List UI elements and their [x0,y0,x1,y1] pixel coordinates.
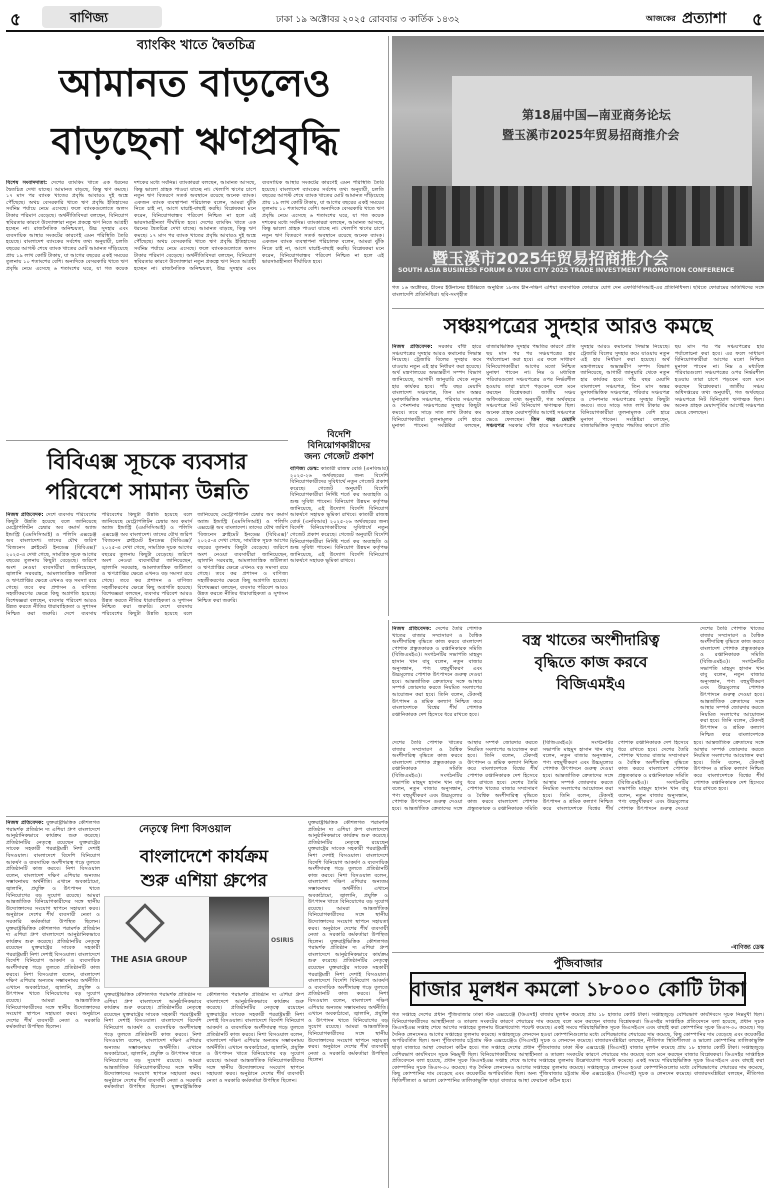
page-number-left: ৫ [10,10,22,30]
asia-text: যুক্তরাষ্ট্রভিত্তিক কৌশলগত পরামর্শক প্রতিষ্ঠান দ্য এশিয়া গ্রুপ বাংলাদেশে আনুষ্ঠানিকভাবে কার্যক্রম শুরু করেছে। প্রতিষ্ঠানটির নেতৃত্বে রয়েছেন যুক্তরাষ্ট্রের সাবেক সহকারী পররাষ্ট্রমন্ত্রী নিশা দেশাই বিসওয়াল। বাংলাদেশে বিদেশি বিনিয়োগ আকর্ষণ ও ব্যবসায়িক অংশীদারত্ব গড়ে তুলতে প্রতিষ্ঠানটি কাজ করবে। নিশা বিসওয়াল বলেন, বাংলাদেশ দক্ষিণ এশিয়ার অন্যতম সম্ভাবনাময় অর্থনীতি। এখানে অবকাঠামো, জ্বালানি, প্রযুক্তি ও উৎপাদন খাতে বিনিয়োগের বড় সুযোগ রয়েছে। আমরা আন্তর্জাতিক বিনিয়োগকারীদের সঙ্গে স্থানীয় উদ্যোক্তাদের সংযোগ স্থাপনে সহায়তা করব। অনুষ্ঠানে দেশের শীর্ষ ব্যবসায়ী নেতা ও সরকারি কর্মকর্তারা উপস্থিত ছিলেন। [6,820,100,925]
puji-body [392,1012,764,1188]
bastra-body-left [392,626,482,736]
sanchay-body [392,344,764,620]
asia-text-mid-cont: যুক্তরাষ্ট্রভিত্তিক কৌশলগত পরামর্শক প্রতিষ্ঠান দ্য এশিয়া গ্রুপ বাংলাদেশে আনুষ্ঠানিকভাবে কার্যক্রম শুরু করেছে। প্রতিষ্ঠানটির নেতৃত্বে রয়েছেন যুক্তরাষ্ট্রের সাবেক সহকারী পররাষ্ট্রমন্ত্রী নিশা দেশাই বিসওয়াল। বাংলাদেশে বিদেশি বিনিয়োগ আকর্ষণ ও ব্যবসায়িক অংশীদারত্ব গড়ে তুলতে প্রতিষ্ঠানটি কাজ করবে। নিশা বিসওয়াল বলেন, বাংলাদেশ দক্ষিণ এশিয়ার অন্যতম সম্ভাবনাময় অর্থনীতি। এখানে অবকাঠামো, জ্বালানি, প্রযুক্তি ও উৎপাদন খাতে বিনিয়োগের বড় সুযোগ রয়েছে। আমরা আন্তর্জাতিক বিনিয়োগকারীদের সঙ্গে স্থানীয় উদ্যোক্তাদের সংযোগ স্থাপনে সহায়তা করব। অনুষ্ঠানে দেশের শীর্ষ ব্যবসায়ী নেতা ও সরকারি কর্মকর্তারা উপস্থিত ছিলেন। [171,992,304,1091]
lead-kicker: ব্যাংকিং খাতে দ্বৈতচিত্র [136,38,256,53]
bbx-byline: নিজস্ব প্রতিবেদক: [6,512,44,518]
asia-logo-text: THE ASIA GROUP [111,955,188,964]
bbx-text: দেশে ব্যবসায় পরিবেশের কিছুটা উন্নতি হয়েছে বলে জানিয়েছে মেট্রোপলিটন চেম্বার অব কমার্স অ্যান্ড ইন্ডাস্ট্রি (এমসিসিআই) ও পলিসি এক্সচেঞ্জ অব বাংলাদেশ। তাদের যৌথ জরিপ 'বিজনেস ক্লাইমেট ইনডেক্স (বিবিএক্স)' ২০২৫-এ দেখা গেছে, সামগ্রিক সূচক আগের বছরের তুলনায় কিছুটা বেড়েছে। জরিপে অংশ নেওয়া ব্যবসায়ীরা জানিয়েছেন, জ্বালানি সরবরাহ, আমলাতান্ত্রিক জটিলতা ও ঋণপ্রাপ্তির ক্ষেত্রে এখনও বড় সমস্যা রয়ে গেছে। তবে কর প্রশাসন ও বাণিজ্য সহজীকরণের ক্ষেত্রে কিছু অগ্রগতি হয়েছে। বিশেষজ্ঞরা বলছেন, ব্যবসার পরিবেশ আরও উন্নত করতে নীতির ধারাবাহিকতা ও সুশাসন নিশ্চিত করা জরুরি। [6,512,97,617]
osiris-logo-text: OSIRIS [271,937,294,944]
asia-headline-1: বাংলাদেশে কার্যক্রম [139,847,269,867]
videshi-headline-1: বিদেশি [327,430,351,440]
bastra-text-main-cont-2: দেশের তৈরি পোশাক খাতের বাজার সম্প্রসারণ ও বৈশ্বিক অংশীদারিত্ব বৃদ্ধিতে কাজ করবে বাংলাদেশ পোশাক প্রস্তুতকারক ও রপ্তানিকারক সমিতি (বিজিএমইএ)। সংগঠনটির সভাপতি মাহমুদ হাসান খান বাবু বলেন, নতুন বাজার অনুসন্ধান, পণ্য বহুমুখীকরণ এবং উচ্চমূল্যের পোশাক উৎপাদনে গুরুত্ব দেওয়া হবে। আন্তর্জাতিক ক্রেতাদের সঙ্গে আস্থার সম্পর্ক জোরদার করতে নিয়মিত সংলাপের আয়োজন করা হবে। তিনি বলেন, টেকসই উৎপাদন ও শ্রমিক কল্যাণ নিশ্চিত করে বাংলাদেশকে বিশ্বের শীর্ষ পোশাক রপ্তানিকারক দেশ হিসেবে ধরে রাখতে হবে। [618,740,764,812]
section-title: বাণিজ্য [70,11,108,26]
paper-prefix: আজকের [646,14,676,23]
bastra-headline-1: বস্ত্র খাতের অংশীদারিত্ব [522,631,660,649]
bbx-headline-2: পরিবেশে সামান্য উন্নতি [45,479,249,505]
lead-headline-2: বাড়ছেনা ঋণপ্রবৃদ্ধি [51,118,339,163]
paper-name: প্রত্যাশা [682,9,727,27]
lead-headline-1: আমানত বাড়লেও [59,60,331,105]
bastra-body-main [392,740,764,940]
asia-text-cont: যুক্তরাষ্ট্রভিত্তিক কৌশলগত পরামর্শক প্রতিষ্ঠান দ্য এশিয়া গ্রুপ বাংলাদেশে আনুষ্ঠানিকভাবে কার্যক্রম শুরু করেছে। প্রতিষ্ঠানটির নেতৃত্বে রয়েছেন যুক্তরাষ্ট্রের সাবেক সহকারী পররাষ্ট্রমন্ত্রী নিশা দেশাই বিসওয়াল। বাংলাদেশে বিদেশি বিনিয়োগ আকর্ষণ ও ব্যবসায়িক অংশীদারত্ব গড়ে তুলতে প্রতিষ্ঠানটি কাজ করবে। নিশা বিসওয়াল বলেন, বাংলাদেশ দক্ষিণ এশিয়ার অন্যতম সম্ভাবনাময় অর্থনীতি। এখানে অবকাঠামো, জ্বালানি, প্রযুক্তি ও উৎপাদন খাতে বিনিয়োগের বড় সুযোগ রয়েছে। আমরা আন্তর্জাতিক বিনিয়োগকারীদের সঙ্গে স্থানীয় উদ্যোক্তাদের সংযোগ স্থাপনে সহায়তা করব। অনুষ্ঠানে দেশের শীর্ষ ব্যবসায়ী নেতা ও সরকারি কর্মকর্তারা উপস্থিত ছিলেন। [6,925,100,1031]
masthead [6,4,764,32]
asia-body-right [308,820,388,1188]
videshi-text-cont: কাতারী রাজস্ব বোর্ড (এনবিআর) ২০২৫-২৬ অর্থবছরের জন্য বিদেশি বিনিয়োগকারীদের সুবিধার্থে নতুন গেজেট প্রকাশ করেছে। গেজেট অনুযায়ী বিদেশি বিনিয়োগকারীরা নির্দিষ্ট শর্তে কর অব্যাহতি ও শুল্ক সুবিধা পাবেন। বিনিয়োগ উন্নয়ন কর্তৃপক্ষ জানিয়েছে, এই উদ্যোগ বিদেশি বিনিয়োগ আকর্ষণে সহায়ক ভূমিকা রাখবে। [290,512,388,565]
puji-headline: বাজার মূলধন কমলো ১৮০০০ কোটি টাকা [410,977,746,1001]
asia-photo [104,896,304,988]
asia-kicker: নেতৃত্বে নিশা বিসওয়াল [139,824,231,835]
bastra-text-main-cont: দেশের তৈরি পোশাক খাতের বাজার সম্প্রসারণ ও বৈশ্বিক অংশীদারিত্ব বৃদ্ধিতে কাজ করবে বাংলাদেশ পোশাক প্রস্তুতকারক ও রপ্তানিকারক সমিতি (বিজিএমইএ)। সংগঠনটির সভাপতি মাহমুদ হাসান খান বাবু বলেন, নতুন বাজার অনুসন্ধান, পণ্য বহুমুখীকরণ এবং উচ্চমূল্যের পোশাক উৎপাদনে গুরুত্ব দেওয়া হবে। আন্তর্জাতিক ক্রেতাদের সঙ্গে আস্থার সম্পর্ক জোরদার করতে নিয়মিত সংলাপের আয়োজন করা হবে। তিনি বলেন, টেকসই উৎপাদন ও শ্রমিক কল্যাণ নিশ্চিত করে বাংলাদেশকে বিশ্বের শীর্ষ পোশাক রপ্তানিকারক দেশ হিসেবে ধরে রাখতে হবে। [467,740,689,812]
rule-below-caption [392,308,764,309]
lead-byline: বিশেষ সংবাদদাতা: [6,180,48,186]
lead-text-cont: দেশের ব্যাংকিং খাতে এক ধরনের দ্বৈতচিত্র দেখা যাচ্ছে। আমানত বাড়ছে, কিন্তু ঋণ কমছে। ১৭ মাস পর ব্যাংক খাতের প্রবৃদ্ধি আবারও দুই অঙ্কে পৌঁছেছে। অথচ বেসরকারি খাতে ঋণ প্রবৃদ্ধি ইতিহাসের সর্বনিম্ন পর্যায়ে নেমে এসেছে। ফলে ব্যাংকগুলোতে অলস টাকার পরিমাণ বেড়েছে। অর্থনীতিবিদরা বলছেন, বিনিয়োগ স্থবিরতার কারণে উদ্যোক্তারা নতুন প্রকল্পে ঋণ নিতে আগ্রহী হচ্ছেন না। রাজনৈতিক অনিশ্চয়তা, উচ্চ সুদহার এবং ব্যবসায়িক আস্থার সংকটের কারণেই এমন পরিস্থিতি তৈরি হয়েছে। বাংলাদেশ ব্যাংকের সর্বশেষ তথ্য অনুযায়ী, চলতি বছরের আগস্ট শেষে ব্যাংক খাতের মোট আমানত দাঁড়িয়েছে প্রায় ১৯ লাখ কোটি টাকায়, যা আগের বছরের একই সময়ের তুলনায় ১০ শতাংশের বেশি। অন্যদিকে বেসরকারি খাতে ঋণ প্রবৃদ্ধি নেমে এসেছে ৬ শতাংশের ঘরে, যা গত কয়েক দশকের মধ্যে সর্বনিম্ন। ব্যাংকাররা বলছেন, আমানত আসছে, কিন্তু ভালো গ্রাহক পাওয়া যাচ্ছে না। খেলাপি ঋণের চাপে নতুন ঋণ বিতরণে সতর্ক অবস্থানে রয়েছে অনেক ব্যাংক। একজন ব্যাংক ব্যবস্থাপনা পরিচালক বলেন, আমরা ঝুঁকি নিতে চাই না, আগে যাচাই-বাছাই করছি। বিশ্লেষকরা মনে করেন, বিনিয়োগবান্ধব পরিবেশ নিশ্চিত না হলে এই ভারসাম্যহীনতা দীর্ঘায়িত হবে। [134,180,384,272]
asia-body-middle [104,992,304,1188]
videshi-box [290,430,388,616]
sanchay-sidebar-head: তিন বছর মেয়াদি সঞ্চয়পত্র [486,416,576,430]
photo-caption: গত ১৬ অক্টোবর, চীনের ইউনানের ইউক্সিতে অনুষ্ঠিত ১৮তম চীন-দক্ষিণ এশিয়া ব্যবসায়িক ফোরামে যোগ দেন এফবিসিসিআই-এর প্রতিনিধিদল। ছবিতে ফোরামের অতিথিদের সঙ্গে বাংলাদেশি প্রতিনিধিরা। ছবি-সংগৃহীত [392,285,764,298]
puji-kicker: পুঁজিবাজার [553,957,603,970]
asia-text-right: যুক্তরাষ্ট্রভিত্তিক কৌশলগত পরামর্শক প্রতিষ্ঠান দ্য এশিয়া গ্রুপ বাংলাদেশে আনুষ্ঠানিকভাবে কার্যক্রম শুরু করেছে। প্রতিষ্ঠানটির নেতৃত্বে রয়েছেন যুক্তরাষ্ট্রের সাবেক সহকারী পররাষ্ট্রমন্ত্রী নিশা দেশাই বিসওয়াল। বাংলাদেশে বিদেশি বিনিয়োগ আকর্ষণ ও ব্যবসায়িক অংশীদারত্ব গড়ে তুলতে প্রতিষ্ঠানটি কাজ করবে। নিশা বিসওয়াল বলেন, বাংলাদেশ দক্ষিণ এশিয়ার অন্যতম সম্ভাবনাময় অর্থনীতি। এখানে অবকাঠামো, জ্বালানি, প্রযুক্তি ও উৎপাদন খাতে বিনিয়োগের বড় সুযোগ রয়েছে। আমরা আন্তর্জাতিক বিনিয়োগকারীদের সঙ্গে স্থানীয় উদ্যোক্তাদের সংযোগ স্থাপনে সহায়তা করব। অনুষ্ঠানে দেশের শীর্ষ ব্যবসায়ী নেতা ও সরকারি কর্মকর্তারা উপস্থিত ছিলেন। [308,820,388,945]
column-rule [388,36,389,616]
videshi-headline-3: জন্য গেজেট প্রকাশ [304,452,374,462]
bastra-byline: নিজস্ব প্রতিবেদক: [392,626,432,632]
bbx-body [6,512,288,812]
bastra-text-right: দেশের তৈরি পোশাক খাতের বাজার সম্প্রসারণ ও বৈশ্বিক অংশীদারিত্ব বৃদ্ধিতে কাজ করবে বাংলাদেশ পোশাক প্রস্তুতকারক ও রপ্তানিকারক সমিতি (বিজিএমইএ)। সংগঠনটির সভাপতি মাহমুদ হাসান খান বাবু বলেন, নতুন বাজার অনুসন্ধান, পণ্য বহুমুখীকরণ এবং উচ্চমূল্যের পোশাক উৎপাদনে গুরুত্ব দেওয়া হবে। আন্তর্জাতিক ক্রেতাদের সঙ্গে আস্থার সম্পর্ক জোরদার করতে নিয়মিত সংলাপের আয়োজন করা হবে। তিনি বলেন, টেকসই উৎপাদন ও শ্রমিক কল্যাণ নিশ্চিত করে বাংলাদেশকে [700,626,764,736]
asia-text-mid: যুক্তরাষ্ট্রভিত্তিক কৌশলগত পরামর্শক প্রতিষ্ঠান দ্য এশিয়া গ্রুপ বাংলাদেশে আনুষ্ঠানিকভাবে কার্যক্রম শুরু করেছে। প্রতিষ্ঠানটির নেতৃত্বে রয়েছেন যুক্তরাষ্ট্রের সাবেক সহকারী পররাষ্ট্রমন্ত্রী নিশা দেশাই বিসওয়াল। বাংলাদেশে বিদেশি বিনিয়োগ আকর্ষণ ও ব্যবসায়িক অংশীদারত্ব গড়ে তুলতে প্রতিষ্ঠানটি কাজ করবে। নিশা বিসওয়াল বলেন, বাংলাদেশ দক্ষিণ এশিয়ার অন্যতম সম্ভাবনাময় অর্থনীতি। এখানে অবকাঠামো, জ্বালানি, প্রযুক্তি ও উৎপাদন খাতে বিনিয়োগের বড় সুযোগ রয়েছে। আমরা আন্তর্জাতিক বিনিয়োগকারীদের সঙ্গে স্থানীয় উদ্যোক্তাদের সংযোগ স্থাপনে সহায়তা করব। অনুষ্ঠানে দেশের শীর্ষ ব্যবসায়ী নেতা ও সরকারি কর্মকর্তারা উপস্থিত ছিলেন। [104,992,202,1091]
bastra-headline-2: বৃদ্ধিতে কাজ করবে [534,653,648,671]
videshi-headline-2: বিনিয়োগকারীদের [307,441,371,451]
sanchay-byline: নিজস্ব প্রতিবেদক: [392,344,433,350]
bastra-headline-3: বিজিএমইএ [556,675,626,693]
videshi-body [290,466,388,616]
videshi-byline: বাণিজ্য ডেস্ক: [290,466,319,472]
rule-above-bbx [6,440,288,441]
date-line: ঢাকা ১৯ অক্টোবর ২০২৫ রোববার ৩ কার্তিক ১৪৩২ [276,15,460,25]
portrait-image [209,897,269,987]
bastra-text-main: দেশের তৈরি পোশাক খাতের বাজার সম্প্রসারণ ও বৈশ্বিক অংশীদারিত্ব বৃদ্ধিতে কাজ করবে বাংলাদেশ পোশাক প্রস্তুতকারক ও রপ্তানিকারক সমিতি (বিজিএমইএ)। সংগঠনটির সভাপতি মাহমুদ হাসান খান বাবু বলেন, নতুন বাজার অনুসন্ধান, পণ্য বহুমুখীকরণ এবং উচ্চমূল্যের পোশাক উৎপাদনে গুরুত্ব দেওয়া হবে। আন্তর্জাতিক ক্রেতাদের সঙ্গে আস্থার সম্পর্ক জোরদার করতে নিয়মিত সংলাপের আয়োজন করা হবে। তিনি বলেন, টেকসই উৎপাদন ও শ্রমিক কল্যাণ নিশ্চিত করে বাংলাদেশকে বিশ্বের শীর্ষ পোশাক রপ্তানিকারক দেশ হিসেবে ধরে রাখতে হবে। [392,740,538,812]
bbx-text-cont: দেশে ব্যবসায় পরিবেশের কিছুটা উন্নতি হয়েছে বলে জানিয়েছে মেট্রোপলিটন চেম্বার অব কমার্স অ্যান্ড ইন্ডাস্ট্রি (এমসিসিআই) ও পলিসি এক্সচেঞ্জ অব বাংলাদেশ। তাদের যৌথ জরিপ 'বিজনেস ক্লাইমেট ইনডেক্স (বিবিএক্স)' ২০২৫-এ দেখা গেছে, সামগ্রিক সূচক আগের বছরের তুলনায় কিছুটা বেড়েছে। জরিপে অংশ নেওয়া ব্যবসায়ীরা জানিয়েছেন, জ্বালানি সরবরাহ, আমলাতান্ত্রিক জটিলতা ও ঋণপ্রাপ্তির ক্ষেত্রে এখনও বড় সমস্যা রয়ে গেছে। তবে কর প্রশাসন ও বাণিজ্য সহজীকরণের ক্ষেত্রে কিছু অগ্রগতি হয়েছে। বিশেষজ্ঞরা বলছেন, ব্যবসার পরিবেশ আরও উন্নত করতে নীতির ধারাবাহিকতা ও সুশাসন নিশ্চিত করা জরুরি। [64,512,193,617]
lead-body [6,180,384,430]
rule-above-bastra [392,622,764,623]
videshi-text: কাতারী রাজস্ব বোর্ড (এনবিআর) ২০২৫-২৬ অর্থবছরের জন্য বিদেশি বিনিয়োগকারীদের সুবিধার্থে নতুন গেজেট প্রকাশ করেছে। গেজেট অনুযায়ী বিদেশি বিনিয়োগকারীরা নির্দিষ্ট শর্তে কর অব্যাহতি ও শুল্ক সুবিধা পাবেন। বিনিয়োগ উন্নয়ন কর্তৃপক্ষ জানিয়েছে, এই উদ্যোগ বিদেশি বিনিয়োগ আকর্ষণে সহায়ক ভূমিকা রাখবে। [290,466,388,519]
photo-banner-en: SOUTH ASIA BUSINESS FORUM & YUXI CITY 2025 TRADE INVESTMENT PROMOTION CONFERENCE [398,267,735,274]
lead-story [6,36,384,436]
bastra-text: দেশের তৈরি পোশাক খাতের বাজার সম্প্রসারণ ও বৈশ্বিক অংশীদারিত্ব বৃদ্ধিতে কাজ করবে বাংলাদেশ পোশাক প্রস্তুতকারক ও রপ্তানিকারক সমিতি (বিজিএমইএ)। সংগঠনটির সভাপতি মাহমুদ হাসান খান বাবু বলেন, নতুন বাজার অনুসন্ধান, পণ্য বহুমুখীকরণ এবং উচ্চমূল্যের পোশাক উৎপাদনে গুরুত্ব দেওয়া হবে। আন্তর্জাতিক ক্রেতাদের সঙ্গে আস্থার সম্পর্ক জোরদার করতে নিয়মিত সংলাপের আয়োজন করা হবে। তিনি বলেন, টেকসই উৎপাদন ও শ্রমিক কল্যাণ নিশ্চিত করে বাংলাদেশকে বিশ্বের শীর্ষ পোশাক রপ্তানিকারক দেশ হিসেবে ধরে রাখতে হবে। [392,626,482,718]
asia-byline: নিজস্ব প্রতিবেদক: [6,820,44,826]
lead-text: দেশের ব্যাংকিং খাতে এক ধরনের দ্বৈতচিত্র দেখা যাচ্ছে। আমানত বাড়ছে, কিন্তু ঋণ কমছে। ১৭ মাস পর ব্যাংক খাতের প্রবৃদ্ধি আবারও দুই অঙ্কে পৌঁছেছে। অথচ বেসরকারি খাতে ঋণ প্রবৃদ্ধি ইতিহাসের সর্বনিম্ন পর্যায়ে নেমে এসেছে। ফলে ব্যাংকগুলোতে অলস টাকার পরিমাণ বেড়েছে। অর্থনীতিবিদরা বলছেন, বিনিয়োগ স্থবিরতার কারণে উদ্যোক্তারা নতুন প্রকল্পে ঋণ নিতে আগ্রহী হচ্ছেন না। রাজনৈতিক অনিশ্চয়তা, উচ্চ সুদহার এবং ব্যবসায়িক আস্থার সংকটের কারণেই এমন পরিস্থিতি তৈরি হয়েছে। বাংলাদেশ ব্যাংকের সর্বশেষ তথ্য অনুযায়ী, চলতি বছরের আগস্ট শেষে ব্যাংক খাতের মোট আমানত দাঁড়িয়েছে প্রায় ১৯ লাখ কোটি টাকায়, যা আগের বছরের একই সময়ের তুলনায় ১০ শতাংশের বেশি। অন্যদিকে বেসরকারি খাতে ঋণ প্রবৃদ্ধি নেমে এসেছে ৬ শতাংশের ঘরে, যা গত কয়েক দশকের মধ্যে সর্বনিম্ন। ব্যাংকাররা বলছেন, আমানত আসছে, কিন্তু ভালো গ্রাহক পাওয়া যাচ্ছে না। খেলাপি ঋণের চাপে নতুন ঋণ বিতরণে সতর্ক অবস্থানে রয়েছে অনেক ব্যাংক। একজন ব্যাংক ব্যবস্থাপনা পরিচালক বলেন, আমরা ঝুঁকি নিতে চাই না, আগে যাচাই-বাছাই করছি। বিশ্লেষকরা মনে করেন, বিনিয়োগবান্ধব পরিবেশ নিশ্চিত না হলে এই ভারসাম্যহীনতা দীর্ঘায়িত হবে। [6,180,256,272]
asia-text-right-cont: যুক্তরাষ্ট্রভিত্তিক কৌশলগত পরামর্শক প্রতিষ্ঠান দ্য এশিয়া গ্রুপ বাংলাদেশে আনুষ্ঠানিকভাবে কার্যক্রম শুরু করেছে। প্রতিষ্ঠানটির নেতৃত্বে রয়েছেন যুক্তরাষ্ট্রের সাবেক সহকারী পররাষ্ট্রমন্ত্রী নিশা দেশাই বিসওয়াল। বাংলাদেশে বিদেশি বিনিয়োগ আকর্ষণ ও ব্যবসায়িক অংশীদারত্ব গড়ে তুলতে প্রতিষ্ঠানটি কাজ করবে। নিশা বিসওয়াল বলেন, বাংলাদেশ দক্ষিণ এশিয়ার অন্যতম সম্ভাবনাময় অর্থনীতি। এখানে অবকাঠামো, জ্বালানি, প্রযুক্তি ও উৎপাদন খাতে বিনিয়োগের বড় সুযোগ রয়েছে। আমরা আন্তর্জাতিক বিনিয়োগকারীদের সঙ্গে স্থানীয় উদ্যোক্তাদের সংযোগ স্থাপনে সহায়তা করব। অনুষ্ঠানে দেশের শীর্ষ ব্যবসায়ী নেতা ও সরকারি কর্মকর্তারা উপস্থিত ছিলেন। [308,938,388,1064]
bbx-text-cont-2: দেশে ব্যবসায় পরিবেশের কিছুটা উন্নতি হয়েছে বলে জানিয়েছে মেট্রোপলিটন চেম্বার অব কমার্স অ্যান্ড ইন্ডাস্ট্রি (এমসিসিআই) ও পলিসি এক্সচেঞ্জ অব বাংলাদেশ। তাদের যৌথ জরিপ 'বিজনেস ক্লাইমেট ইনডেক্স (বিবিএক্স)' ২০২৫-এ দেখা গেছে, সামগ্রিক সূচক আগের বছরের তুলনায় কিছুটা বেড়েছে। জরিপে অংশ নেওয়া ব্যবসায়ীরা জানিয়েছেন, জ্বালানি সরবরাহ, আমলাতান্ত্রিক জটিলতা ও ঋণপ্রাপ্তির ক্ষেত্রে এখনও বড় সমস্যা রয়ে গেছে। তবে কর প্রশাসন ও বাণিজ্য সহজীকরণের ক্ষেত্রে কিছু অগ্রগতি হয়েছে। বিশেষজ্ঞরা বলছেন, ব্যবসার পরিবেশ আরও উন্নত করতে নীতির ধারাবাহিকতা ও সুশাসন নিশ্চিত করা জরুরি। [101,512,288,617]
photo-people-row [412,186,752,246]
bastra-signoff: -বাণিজ্য ডেস্ক [730,944,764,951]
sanchay-text: সরকার বাঁধা হারে সঞ্চয়পত্রের সুদহার আরও কমানোর সিদ্ধান্ত নিয়েছে। ট্রেজারি বিলের সুদহার কমে যাওয়ায় নতুন এই হার নির্ধারণ করা হয়েছে। অর্থ মন্ত্রণালয়ের অভ্যন্তরীণ সম্পদ বিভাগ জানিয়েছে, আগামী জানুয়ারি থেকে নতুন হার কার্যকর হবে। পাঁচ বছর মেয়াদি বাংলাদেশ সঞ্চয়পত্র, তিন মাস অন্তর মুনাফাভিত্তিক সঞ্চয়পত্র, পরিবার সঞ্চয়পত্র ও পেনশনার সঞ্চয়পত্রের সুদহার কিছুটা কমবে। তবে সাড়ে সাত লাখ টাকার কম বিনিয়োগকারীরা তুলনামূলক বেশি হারে মুনাফা পাবেন। সংশ্লিষ্টরা বলছেন, বাজারভিত্তিক সুদহার পদ্ধতির কারণে প্রতি ছয় মাস পর পর সঞ্চয়পত্রের হার পর্যালোচনা করা হবে। এর ফলে সাধারণ বিনিয়োগকারীরা আগের মতো নিশ্চিত মুনাফা পাবেন না। নিম্ন ও মধ্যবিত্ত পরিবারগুলো সঞ্চয়পত্রের ওপর নির্ভরশীল হওয়ায় তারা চাপে পড়বেন বলে মনে করছেন বিশ্লেষকরা। জাতীয় সঞ্চয় অধিদপ্তরের তথ্য অনুযায়ী, গত অর্থবছরে সঞ্চয়পত্রে নিট বিনিয়োগ ঋণাত্মক ছিল। অনেক গ্রাহক মেয়াদপূর্তির আগেই সঞ্চয়পত্র ভেঙে ফেলছেন। [392,344,576,430]
column-rule-lower [388,620,389,1188]
asia-body-left [6,820,100,1188]
photo-banner-cn-3: 暨玉溪市2025年贸易招商推介会 [432,249,669,268]
photo-banner-cn-1: 第18届中国—南亚商务论坛 [522,108,671,122]
knot-logo-icon [125,903,165,943]
bastra-body-right [700,626,764,736]
puji-text: গত সপ্তাহে দেশের প্রধান পুঁজিবাজার ঢাকা স্টক এক্সচেঞ্জে (ডিএসই) বাজার মূলধন কমেছে প্রায় ১৮ হাজার কোটি টাকা। সপ্তাহজুড়ে বেশিরভাগ কার্যদিবসে সূচক নিম্নমুখী ছিল। বিনিয়োগকারীদের আস্থাহীনতা ও তারল্য সংকটের কারণে শেয়ারের দাম কমেছে বলে মনে করছেন বাজার বিশ্লেষকরা। ডিএসইর সাপ্তাহিক প্রতিবেদনে বলা হয়েছে, প্রধান সূচক ডিএসইএক্স সপ্তাহ শেষে আগের সপ্তাহের তুলনায় উল্লেখযোগ্য পয়েন্ট কমেছে। একই সময়ে শরিয়াহভিত্তিক সূচক ডিএসইএস এবং বাছাই করা কোম্পানির সূচক ডিএস-৩০ কমেছে। গড় দৈনিক লেনদেনও আগের সপ্তাহের তুলনায় কমেছে। সপ্তাহজুড়ে লেনদেন হওয়া কোম্পানিগুলোর মধ্যে বেশিরভাগের শেয়ারের দাম কমেছে, কিছু কোম্পানির দাম বেড়েছে এবং কয়েকটির অপরিবর্তিত ছিল। অন্য পুঁজিবাজার চট্টগ্রাম স্টক এক্সচেঞ্জেও (সিএসই) সূচক ও লেনদেন কমেছে। বাজারসংশ্লিষ্টরা বলছেন, নীতিগত স্থিতিশীলতা ও ভালো কোম্পানির তালিকাভুক্তি ছাড়া বাজারে আস্থা ফেরানো কঠিন হবে। [392,1012,764,1051]
puji-text-cont: গত সপ্তাহে দেশের প্রধান পুঁজিবাজার ঢাকা স্টক এক্সচেঞ্জে (ডিএসই) বাজার মূলধন কমেছে প্রায় ১৮ হাজার কোটি টাকা। সপ্তাহজুড়ে বেশিরভাগ কার্যদিবসে সূচক নিম্নমুখী ছিল। বিনিয়োগকারীদের আস্থাহীনতা ও তারল্য সংকটের কারণে শেয়ারের দাম কমেছে বলে মনে করছেন বাজার বিশ্লেষকরা। ডিএসইর সাপ্তাহিক প্রতিবেদনে বলা হয়েছে, প্রধান সূচক ডিএসইএক্স সপ্তাহ শেষে আগের সপ্তাহের তুলনায় উল্লেখযোগ্য পয়েন্ট কমেছে। একই সময়ে শরিয়াহভিত্তিক সূচক ডিএসইএস এবং বাছাই করা কোম্পানির সূচক ডিএস-৩০ কমেছে। গড় দৈনিক লেনদেনও আগের সপ্তাহের তুলনায় কমেছে। সপ্তাহজুড়ে লেনদেন হওয়া কোম্পানিগুলোর মধ্যে বেশিরভাগের শেয়ারের দাম কমেছে, কিছু কোম্পানির দাম বেড়েছে এবং কয়েকটির অপরিবর্তিত ছিল। অন্য পুঁজিবাজার চট্টগ্রাম স্টক এক্সচেঞ্জেও (সিএসই) সূচক ও লেনদেন কমেছে। বাজারসংশ্লিষ্টরা বলছেন, নীতিগত স্থিতিশীলতা ও ভালো কোম্পানির তালিকাভুক্তি ছাড়া বাজারে আস্থা ফেরানো কঠিন হবে। [392,1044,764,1084]
rule-above-asia [6,816,388,817]
asia-headline-2: শুরু এশিয়া গ্রুপের [140,871,268,891]
sanchay-text-cont: সরকার বাঁধা হারে সঞ্চয়পত্রের সুদহার আরও কমানোর সিদ্ধান্ত নিয়েছে। ট্রেজারি বিলের সুদহার কমে যাওয়ায় নতুন এই হার নির্ধারণ করা হয়েছে। অর্থ মন্ত্রণালয়ের অভ্যন্তরীণ সম্পদ বিভাগ জানিয়েছে, আগামী জানুয়ারি থেকে নতুন হার কার্যকর হবে। পাঁচ বছর মেয়াদি বাংলাদেশ সঞ্চয়পত্র, তিন মাস অন্তর মুনাফাভিত্তিক সঞ্চয়পত্র, পরিবার সঞ্চয়পত্র ও পেনশনার সঞ্চয়পত্রের সুদহার কিছুটা কমবে। তবে সাড়ে সাত লাখ টাকার কম বিনিয়োগকারীরা তুলনামূলক বেশি হারে মুনাফা পাবেন। সংশ্লিষ্টরা বলছেন, বাজারভিত্তিক সুদহার পদ্ধতির কারণে প্রতি ছয় মাস পর পর সঞ্চয়পত্রের হার পর্যালোচনা করা হবে। এর ফলে সাধারণ বিনিয়োগকারীরা আগের মতো নিশ্চিত মুনাফা পাবেন না। নিম্ন ও মধ্যবিত্ত পরিবারগুলো সঞ্চয়পত্রের ওপর নির্ভরশীল হওয়ায় তারা চাপে পড়বেন বলে মনে করছেন বিশ্লেষকরা। জাতীয় সঞ্চয় অধিদপ্তরের তথ্য অনুযায়ী, গত অর্থবছরে সঞ্চয়পত্রে নিট বিনিয়োগ ঋণাত্মক ছিল। অনেক গ্রাহক মেয়াদপূর্তির আগেই সঞ্চয়পত্র ভেঙে ফেলছেন। [508,344,764,430]
sanchay-headline: সঞ্চয়পত্রের সুদহার আরও কমছে [443,313,713,338]
photo-banner-cn-2: 暨玉溪市2025年贸易招商推介会 [502,128,680,142]
page-number-right: ৫ [752,10,764,30]
forum-photo [392,36,764,282]
rule-above-puji [392,952,764,953]
bbx-headline-1: বিবিএক্স সূচকে ব্যবসার [47,449,247,475]
